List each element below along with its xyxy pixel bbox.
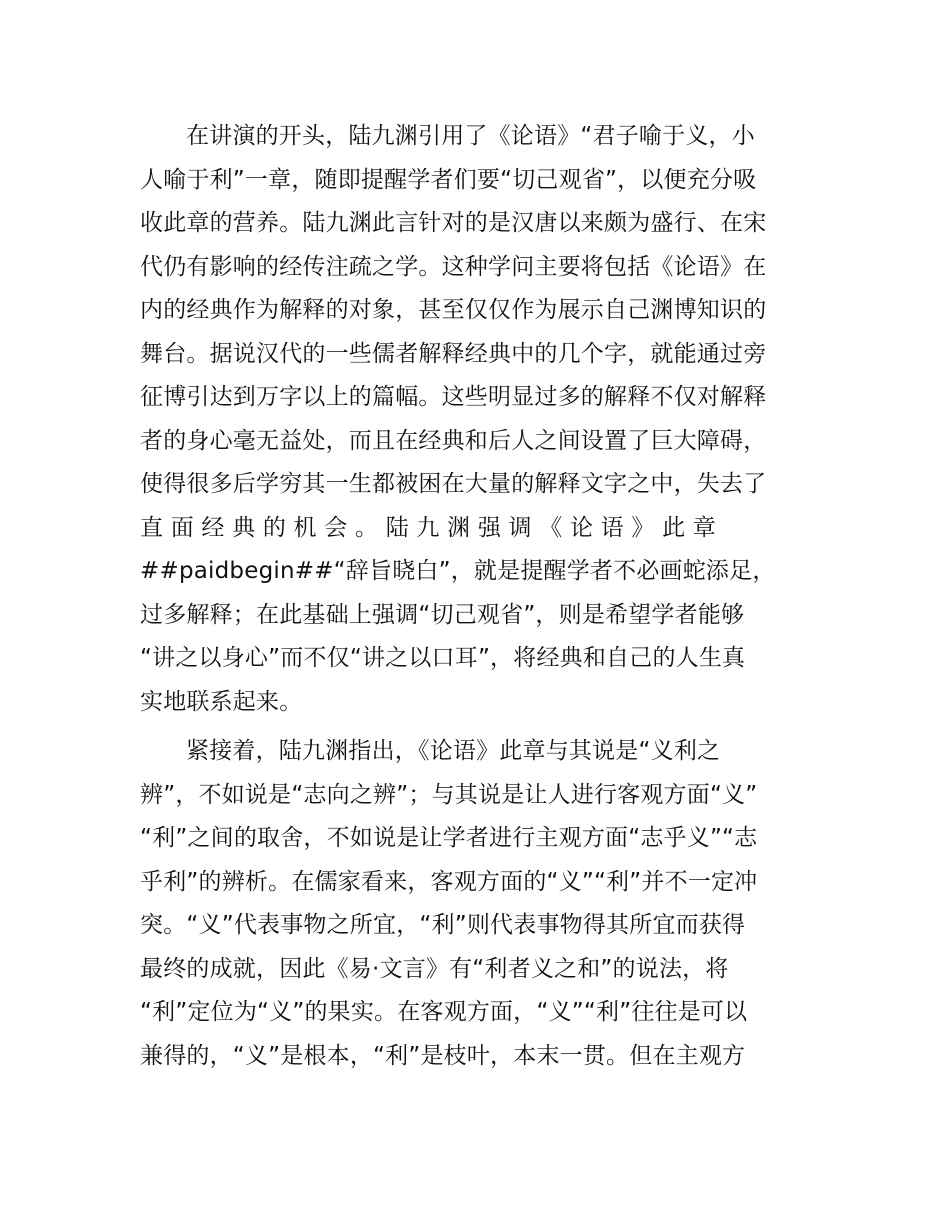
text-line: 实地联系起来。 — [140, 688, 303, 715]
text-line: ##paidbegin##“辞旨晓白”，就是提醒学者不必画蛇添足， — [140, 558, 776, 584]
text-line: 舞台。据说汉代的一些儒者解释经典中的几个字，就能通过旁 — [140, 340, 767, 367]
text-line: 在讲演的开头，陆九渊引用了《论语》“君子喻于义，小 — [186, 123, 755, 149]
body-text — [140, 115, 840, 1084]
text-line: 兼得的，“义”是根本，“利”是枝叶，本末一贯。但在主观方 — [140, 1042, 746, 1069]
text-line: 内的经典作为解释的对象，甚至仅仅作为展示自己渊博知识的 — [140, 297, 767, 323]
text-line: “利”定位为“义”的果实。在客观方面，“义”“利”往往是可以 — [140, 999, 748, 1025]
text-line: 人喻于利”一章，随即提醒学者们要“切己观省”，以便充分吸 — [140, 166, 757, 193]
text-line: “利”之间的取舍，不如说是让学者进行主观方面“志乎义”“志 — [140, 825, 758, 851]
text-line: 紧接着，陆九渊指出，《论语》此章与其说是“义利之 — [186, 738, 721, 764]
text-line: 辨”，不如说是“志向之辨”；与其说是让人进行客观方面“义” — [140, 781, 758, 808]
paragraph-2 — [140, 730, 840, 1078]
text-line: 过多解释；在此基础上强调“切己观省”，则是希望学者能够 — [140, 601, 745, 628]
text-line: 者的身心毫无益处，而且在经典和后人之间设置了巨大障碍， — [140, 427, 767, 454]
text-line: 直 面 经 典 的 机 会 。 陆 九 渊 强 调 《 论 语 》 此 章 — [140, 514, 716, 541]
text-line: 乎利”的辨析。在儒家看来，客观方面的“义”“利”并不一定冲 — [140, 868, 758, 895]
text-line: 使得很多后学穷其一生都被困在大量的解释文字之中，失去了 — [140, 471, 767, 497]
paragraph-1 — [140, 115, 840, 724]
text-line: 代仍有影响的经传注疏之学。这种学问主要将包括《论语》在 — [140, 253, 767, 280]
text-line: 征博引达到万字以上的篇幅。这些明显过多的解释不仅对解释 — [140, 384, 767, 410]
text-line: 突。“义”代表事物之所宜，“利”则代表事物得其所宜而获得 — [140, 912, 746, 938]
text-line: 最终的成就，因此《易·文言》有“利者义之和”的说法，将 — [140, 955, 729, 982]
text-line: 收此章的营养。陆九渊此言针对的是汉唐以来颇为盛行、在宋 — [140, 210, 767, 236]
text-line: “讲之以身心”而不仅“讲之以口耳”，将经典和自己的人生真 — [140, 645, 746, 671]
